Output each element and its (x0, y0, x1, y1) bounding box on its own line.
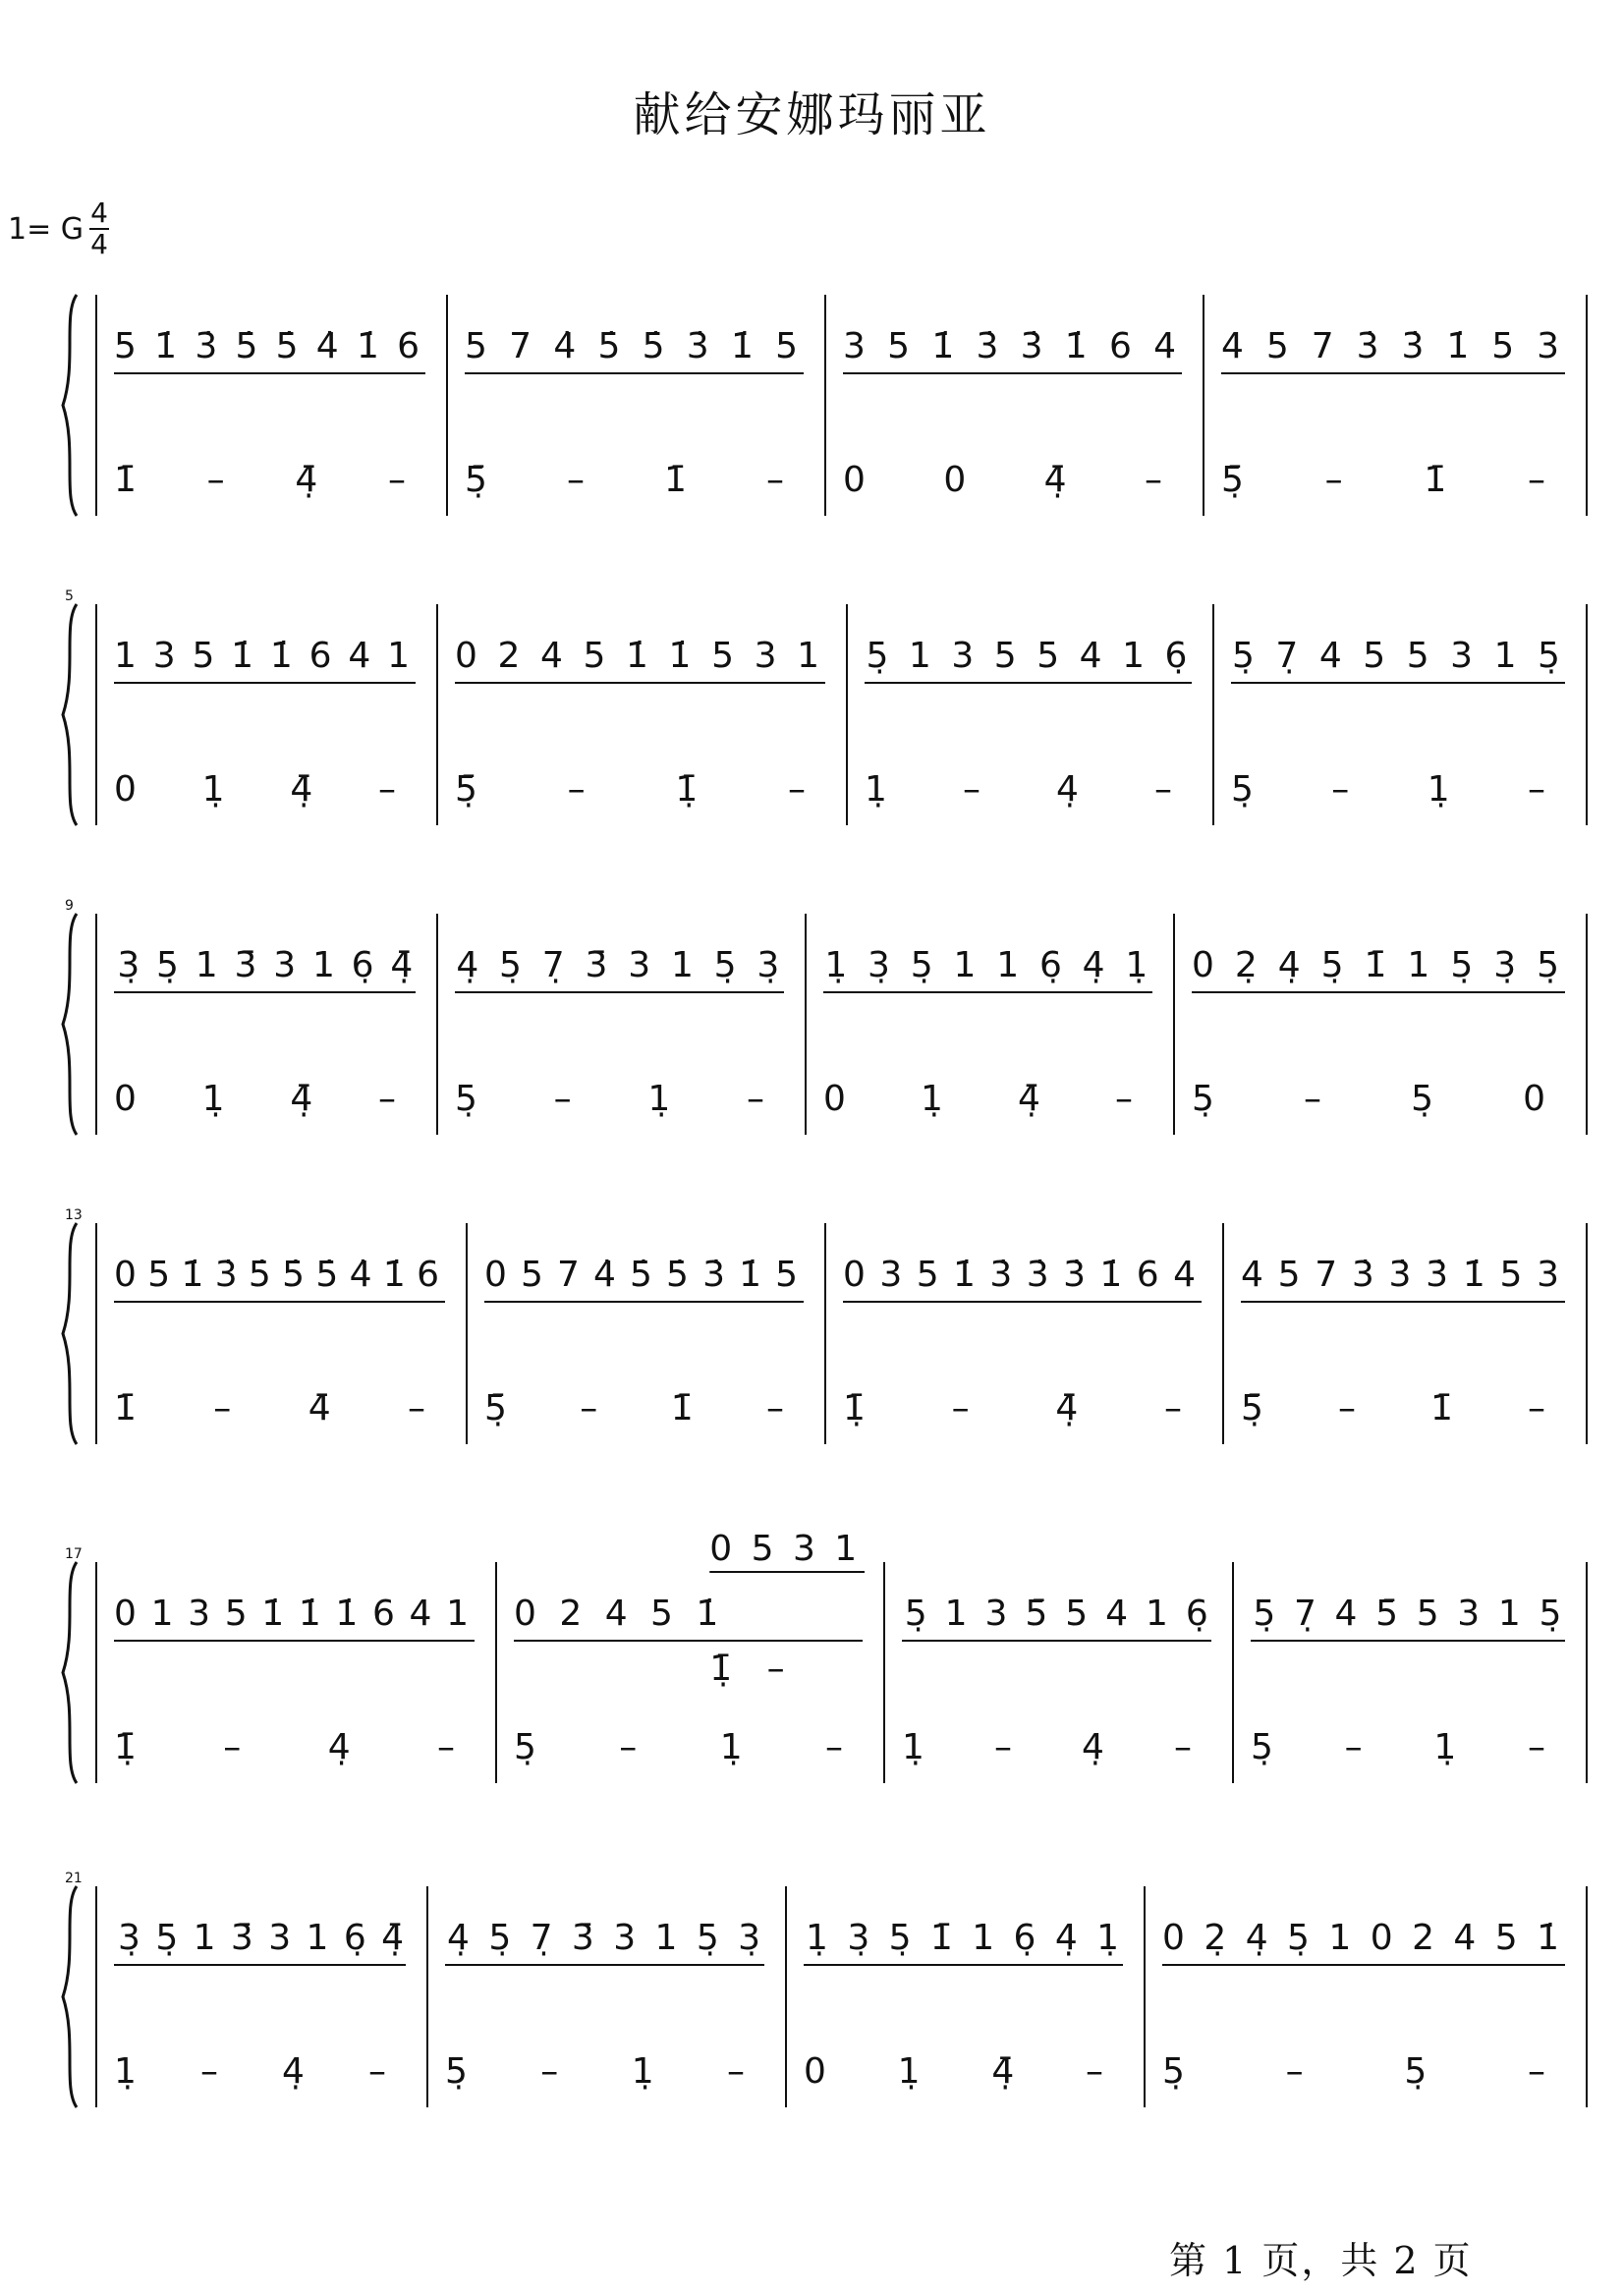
treble-notes: 0 2 4 5 1̇ 1̇ 5 3 1 (455, 636, 825, 676)
bass-notes: 1̣ – 4̣ – (865, 769, 1172, 810)
treble-notes: 5̣ 7̣ 4 5 5 3 1 5̣ (1231, 636, 1566, 676)
brace (63, 604, 77, 825)
treble-notes: 0 5 1̇ 3̇ 5̇ 5̇ 5̇ 4̇ 1̇ 6 (114, 1255, 445, 1295)
treble-notes: 3̣ 5̣ 1 3̄ 3 1 6̣ 4̣̄ (117, 945, 420, 985)
inner-voice: 1̣̄ – (709, 1649, 797, 1689)
bass-notes: 5̣̄ – 1̄ – (1241, 1388, 1545, 1428)
brace (63, 914, 77, 1135)
bass-notes: 0 1̣ 4̣̄ – (114, 1079, 396, 1119)
bass-notes: 5̣ – 1̣ – (514, 1727, 843, 1767)
brace (63, 1223, 77, 1444)
bass-notes: 0 0 4̣̄ – (843, 460, 1162, 500)
key-label: 1= G (8, 211, 84, 247)
treble-notes: 0 1 3 5 1̇ 1̇ 1̇ 6 4 1 (114, 1594, 475, 1634)
bass-notes: 1̣̄ – 4̣ – (114, 1727, 455, 1767)
bass-notes: 0 1̣ 4̣̄ – (804, 2051, 1103, 2092)
treble-notes: 4̣ 5̣ 7̣ 3̄ 3 1 5̣ 3̣ (456, 945, 786, 985)
bass-notes: 5̣̄ – 1̄ – (465, 460, 784, 500)
treble-notes: 0 2 4 5 1̇ (514, 1594, 725, 1634)
bass-notes: 5̣̄ – 1̄ – (1221, 460, 1545, 500)
bass-notes: 5̣ – 1̣ – (1251, 1727, 1545, 1767)
bass-notes: 1̣̄ – 4̣̄ – (843, 1388, 1182, 1428)
bass-notes: 5̣ – 5̣ 0 (1192, 1079, 1545, 1119)
page-footer: 第 1 页，共 2 页 (1169, 2239, 1473, 2282)
treble-notes: 3̣ 5̣ 1 3̄ 3 1 6̣ 4̣̄ (118, 1918, 411, 1958)
bass-notes: 1̄ – 4̄ – (114, 1388, 425, 1428)
treble-notes: 4̣ 5̣ 7̣ 3̄ 3 1 5̣ 3̣ (447, 1918, 767, 1958)
bass-notes: 5̣ – 1̣ – (445, 2051, 745, 2092)
treble-notes: 4 5 7 3̇ 3̇ 3̇ 1̇ 5 3 (1241, 1255, 1565, 1295)
treble-notes: 5̣ 1 3 5̄ 5 4 1 6̣ (904, 1594, 1214, 1634)
bass-notes: 5̣̄ – 1̣̄ – (455, 769, 806, 810)
treble-notes: 1̣ 3̣ 5̣ 1̄ 1 6̣ 4̣ 1̣ (806, 1918, 1126, 1958)
treble-notes: 4 5 7 3̇ 3̇ 1̇ 5 3 (1221, 326, 1565, 366)
treble-notes: 1̣ 3̣ 5̣ 1 1 6̣ 4̣ 1̣ (824, 945, 1154, 985)
brace (63, 1886, 77, 2107)
measure-number: 9 (65, 898, 74, 914)
measure-number: 21 (65, 1871, 83, 1886)
treble-notes: 0 5 7 4̇ 5̇ 5̇ 3̇ 1̇ 5 (484, 1255, 804, 1295)
treble-notes: 0 3 5 1̇ 3̇ 3̇ 3̇ 1̇ 6 4 (843, 1255, 1202, 1295)
page-title: 献给安娜玛丽亚 (633, 87, 991, 142)
treble-notes: 5̣ 1 3 5 5 4 1 6̣ (866, 636, 1194, 676)
bass-notes: 0 1̣ 4̣̄ – (823, 1079, 1133, 1119)
treble-notes: 1 3 5 1̇ 1̇ 6 4 1 (114, 636, 416, 676)
treble-notes: 3 5 1̇ 3̇ 3̇ 1̇ 6 4 (843, 326, 1182, 366)
treble-notes: 0 2̣ 4̣ 5̣ 1̄ 1 5̣ 3̣ 5̣ (1192, 945, 1565, 985)
bass-notes: 5̣̄ – 1̄ – (484, 1388, 784, 1428)
time-signature-top: 4 (90, 196, 108, 229)
bass-notes: 5̣ – 1̣ – (1231, 769, 1545, 810)
bass-notes: 1̣ – 4̣ – (902, 1727, 1192, 1767)
time-signature-bottom: 4 (90, 228, 108, 260)
brace (63, 295, 77, 516)
treble-notes: 5 1̇ 3̇ 5̇ 5̇ 4̇ 1̇ 6 (114, 326, 425, 366)
bass-notes: 5̣ – 1̣ – (455, 1079, 764, 1119)
treble-notes: 0 2̣ 4̣ 5̣ 1 0 2 4 5 1̇ (1162, 1918, 1565, 1958)
bass-notes: 1̄ – 4̣̄ – (114, 460, 406, 500)
treble-notes: 5 7 4̇ 5̇ 5̇ 3̇ 1̇ 5 (465, 326, 804, 366)
bass-notes: 0 1̣ 4̣̄ – (114, 769, 396, 810)
measure-number: 13 (65, 1207, 83, 1223)
measure-number: 5 (65, 588, 74, 604)
treble-notes: 5̣ 7̣ 4 5̄ 5 3 1 5̣ (1253, 1594, 1568, 1634)
measure-number: 17 (65, 1546, 83, 1562)
bass-notes: 1̣ – 4̣ – (114, 2051, 386, 2092)
upper-voice: 0 5 3 1 (709, 1529, 862, 1569)
brace (63, 1562, 77, 1783)
bass-notes: 5̣ – 5̣ – (1162, 2051, 1545, 2092)
